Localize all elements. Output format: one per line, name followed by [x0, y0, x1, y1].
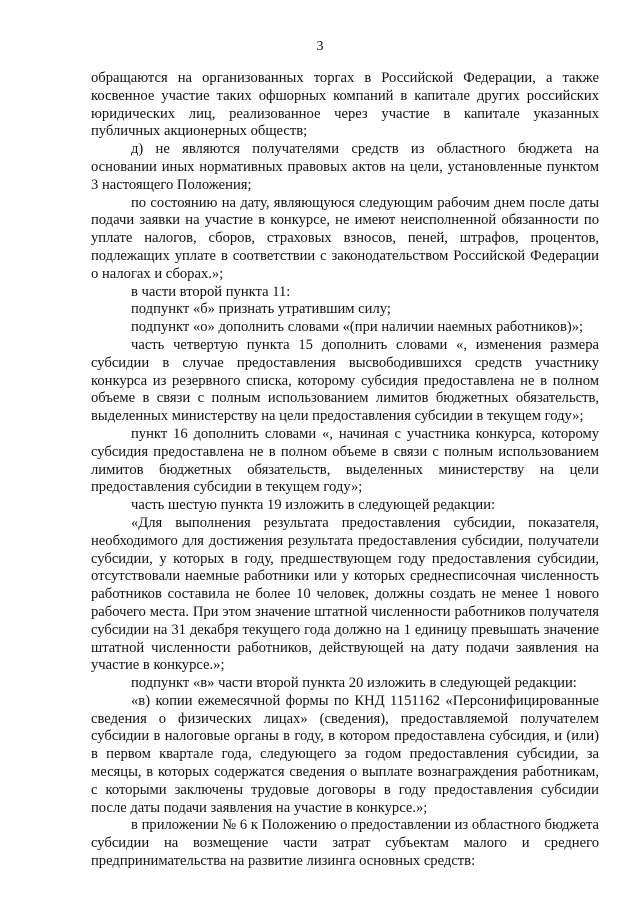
paragraph: по состоянию на дату, являющуюся следующим рабочим днем после даты подачи заявки на участие в конкурсе, не имеют неисполненной обязанности по уплате налогов, сборов, страховых взносов, пеней, штрафов, процентов, подлежащих уплате в соответствии с законодательством Российской Федерации о налогах и сборах.»; — [91, 194, 599, 282]
paragraph: «в) копии ежемесячной формы по КНД 1151162 «Персонифицированные сведения о физических лицах» (сведения), предоставляемой получателем субсидии в налоговые органы в году, в котором предоставлена субсидия, и (или) в первом квартале года, следующего за годом предоставления субсидии, за месяцы, в которых содержатся сведения о выплате вознаграждения работникам, с которыми заключены трудовые договоры в году предоставления субсидии после даты подачи заявления на участие в конкурсе.»; — [91, 692, 599, 816]
paragraph: «Для выполнения результата предоставления субсидии, показателя, необходимого для достижения результата предоставления субсидии, получатели субсидии, у которых в году, предшествующем году предоставления субсидии, отсутствовали наемные работники или у которых среднесписочная численность работников составила не более 10 человек, должны создать не менее 1 нового рабочего места. При этом значение штатной численности работников получателя субсидии на 31 декабря текущего года должно на 1 единицу превышать значение штатной численности работников, действующей на дату подачи заявления на участие в конкурсе.»; — [91, 514, 599, 674]
document-body — [91, 70, 599, 871]
page-number: 3 — [316, 39, 324, 54]
paragraph: в части второй пункта 11: — [131, 283, 291, 300]
paragraph: обращаются на организованных торгах в Российской Федерации, а также косвенное участие таких офшорных компаний в капитале других российских юридических лиц, реализованное через участие в капитале указанных публичных акционерных обществ; — [91, 70, 599, 140]
paragraph: часть шестую пункта 19 изложить в следующей редакции: — [131, 497, 496, 514]
paragraph: пункт 16 дополнить словами «, начиная с участника конкурса, которому субсидия предоставлена не в полном объеме в связи с полным использованием лимитов бюджетных обязательств, выделенных министерству на цели предоставления субсидии в текущем году»; — [91, 425, 599, 496]
paragraph: подпункт «б» признать утратившим силу; — [131, 301, 391, 318]
paragraph: подпункт «о» дополнить словами «(при наличии наемных работников)»; — [131, 319, 584, 336]
paragraph: подпункт «в» части второй пункта 20 изложить в следующей редакции: — [131, 675, 577, 692]
paragraph: д) не являются получателями средств из областного бюджета на основании иных нормативных правовых актов на цели, установленные пунктом 3 настоящего Положения; — [91, 141, 599, 193]
paragraph: часть четвертую пункта 15 дополнить словами «, изменения размера субсидии в случае предоставления высвободившихся средств участнику конкурса из резервного списка, которому субсидия предоставлена не в полном объеме в связи с полным использованием лимитов бюджетных обязательств, выделенных министерству на цели предоставления субсидии в текущем году»; — [91, 336, 599, 425]
paragraph: в приложении № 6 к Положению о предоставлении из областного бюджета субсидии на возмещение части затрат субъектам малого и среднего предпринимательства на развитие лизинга основных средств: — [91, 817, 599, 870]
